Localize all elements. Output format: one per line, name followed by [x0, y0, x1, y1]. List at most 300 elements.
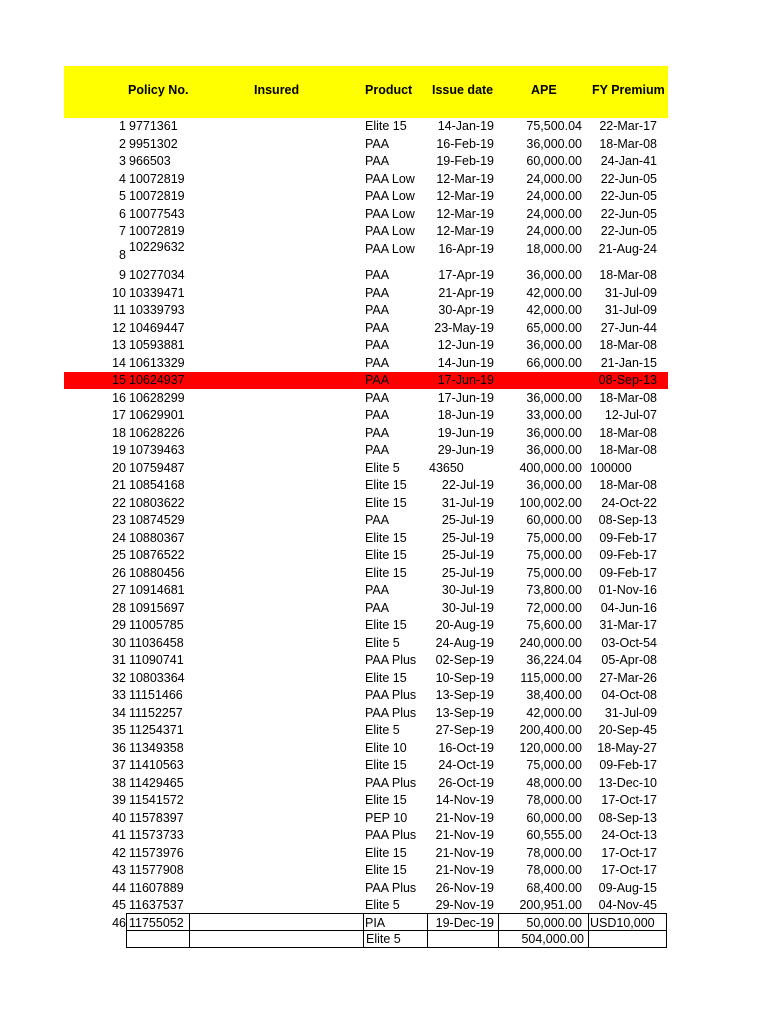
cell-ape[interactable]: 68,400.00 — [526, 880, 582, 895]
cell-fy-premium[interactable]: 31-Jul-09 — [604, 285, 657, 300]
cell-policy-no[interactable]: 10072819 — [129, 224, 185, 238]
cell-issue-date[interactable]: 19-Jun-19 — [437, 425, 494, 440]
cell-product[interactable]: Elite 15 — [365, 793, 407, 807]
cell-ape[interactable]: 75,000.00 — [526, 548, 582, 562]
cell-ape[interactable]: 73,800.00 — [526, 583, 582, 597]
cell-issue-date[interactable]: 17-Apr-19 — [438, 268, 494, 282]
cell-policy-no[interactable]: 10854168 — [129, 478, 185, 492]
cell-issue-date[interactable]: 24-Aug-19 — [435, 635, 494, 650]
cell-fy-premium[interactable]: 09-Aug-15 — [598, 880, 657, 895]
cell-product[interactable]: PAA — [365, 513, 390, 527]
cell-product[interactable]: Elite 5 — [365, 460, 400, 475]
cell-ape[interactable]: 36,000.00 — [526, 390, 582, 405]
cell-ape[interactable]: 36,000.00 — [526, 425, 582, 440]
cell-product[interactable]: PAA — [365, 600, 390, 615]
table-row — [0, 477, 768, 494]
table-row — [0, 547, 768, 564]
cell-product[interactable]: PAA — [365, 355, 390, 370]
cell-issue-date[interactable]: 14-Jun-19 — [437, 355, 494, 370]
cell-ape[interactable]: 200,951.00 — [519, 898, 582, 912]
cell-product[interactable]: Elite 15 — [365, 530, 407, 545]
cell-issue-date[interactable]: 30-Apr-19 — [438, 303, 494, 317]
row-number[interactable]: 39 — [112, 793, 126, 807]
row-number[interactable]: 38 — [112, 775, 126, 790]
cell-product[interactable]: Elite 5 — [365, 635, 400, 650]
cell-fy-premium[interactable]: 09-Feb-17 — [599, 530, 657, 545]
cell-policy-no[interactable]: 11577908 — [129, 863, 184, 877]
cell-issue-date[interactable]: 29-Nov-19 — [435, 898, 494, 912]
cell-fy-premium[interactable]: 18-Mar-08 — [599, 136, 657, 151]
footer-product[interactable]: Elite 5 — [366, 932, 401, 946]
cell-ape[interactable]: 60,000.00 — [526, 513, 582, 527]
cell-ape[interactable]: 75,000.00 — [526, 758, 582, 772]
row-number[interactable]: 44 — [112, 880, 126, 895]
row-number[interactable]: 12 — [112, 320, 126, 335]
row-number[interactable]: 20 — [112, 460, 126, 475]
cell-policy-no[interactable]: 10624937 — [129, 373, 185, 387]
cell-policy-no[interactable]: 11755052 — [129, 915, 184, 930]
cell-ape[interactable]: 66,000.00 — [526, 355, 582, 370]
row-number[interactable]: 23 — [112, 513, 126, 527]
row-number[interactable]: 24 — [112, 530, 126, 545]
cell-fy-premium[interactable]: 04-Jun-16 — [600, 600, 657, 615]
cell-fy-premium[interactable]: 08-Sep-13 — [598, 810, 657, 825]
header-insured[interactable]: Insured — [254, 83, 300, 97]
table-row — [0, 285, 768, 302]
cell-issue-date[interactable]: 19-Dec-19 — [435, 915, 494, 930]
cell-policy-no[interactable]: 11152257 — [129, 705, 183, 720]
cell-ape[interactable]: 75,600.00 — [526, 618, 582, 632]
cell-ape[interactable]: 240,000.00 — [519, 635, 582, 650]
cell-issue-date[interactable]: 16-Apr-19 — [438, 241, 494, 256]
cell-fy-premium[interactable]: 04-Oct-08 — [601, 688, 657, 702]
cell-issue-date[interactable]: 21-Nov-19 — [435, 828, 494, 842]
cell-fy-premium[interactable]: 24-Jan-41 — [600, 154, 657, 168]
row-number[interactable]: 16 — [112, 390, 126, 405]
cell-ape[interactable]: 42,000.00 — [526, 285, 582, 300]
cell-ape[interactable]: 75,000.00 — [526, 565, 582, 580]
cell-product[interactable]: PAA — [365, 373, 390, 387]
cell-policy-no[interactable]: 11637537 — [129, 898, 184, 912]
cell-issue-date[interactable]: 14-Jan-19 — [437, 119, 494, 133]
cell-ape[interactable]: 24,000.00 — [526, 189, 582, 203]
cell-issue-date[interactable]: 21-Apr-19 — [438, 285, 494, 300]
cell-product[interactable]: PAA Plus — [365, 880, 417, 895]
cell-policy-no[interactable]: 10880456 — [129, 565, 185, 580]
cell-issue-date[interactable]: 12-Mar-19 — [436, 224, 494, 238]
cell-ape[interactable]: 36,000.00 — [526, 136, 582, 151]
cell-ape[interactable]: 24,000.00 — [526, 206, 582, 221]
row-number[interactable]: 41 — [112, 828, 126, 842]
cell-product[interactable]: Elite 10 — [365, 740, 407, 755]
row-number[interactable]: 27 — [112, 583, 126, 597]
row-number[interactable]: 45 — [112, 898, 126, 912]
cell-issue-date[interactable]: 25-Jul-19 — [441, 565, 494, 580]
row-number[interactable]: 13 — [112, 338, 126, 352]
cell-ape[interactable]: 115,000.00 — [520, 670, 582, 685]
cell-policy-no[interactable]: 10072819 — [129, 171, 185, 186]
cell-issue-date[interactable]: 12-Mar-19 — [436, 189, 494, 203]
cell-product[interactable]: Elite 15 — [365, 845, 407, 860]
row-number[interactable]: 43 — [112, 863, 126, 877]
cell-fy-premium[interactable]: 18-Mar-08 — [599, 338, 657, 352]
cell-ape[interactable]: 78,000.00 — [526, 845, 582, 860]
cell-fy-premium[interactable]: 18-Mar-08 — [599, 443, 657, 457]
cell-policy-no[interactable]: 10339793 — [129, 303, 185, 317]
row-number[interactable]: 42 — [112, 845, 126, 860]
cell-product[interactable]: PAA — [365, 303, 390, 317]
cell-issue-date[interactable]: 16-Feb-19 — [436, 136, 494, 151]
row-number[interactable]: 33 — [112, 688, 126, 702]
cell-fy-premium[interactable]: 18-May-27 — [597, 740, 657, 755]
cell-product[interactable]: Elite 15 — [365, 670, 407, 685]
cell-fy-premium[interactable]: 17-Oct-17 — [601, 863, 657, 877]
cell-policy-no[interactable]: 10072819 — [129, 189, 185, 203]
cell-fy-premium[interactable]: 31-Jul-09 — [604, 705, 657, 720]
cell-fy-premium[interactable]: 21-Jan-15 — [600, 355, 657, 370]
cell-policy-no[interactable]: 10077543 — [129, 206, 185, 221]
header-policy-no[interactable]: Policy No. — [128, 83, 189, 97]
cell-policy-no[interactable]: 10739463 — [129, 443, 185, 457]
cell-fy-premium[interactable]: 20-Sep-45 — [598, 723, 657, 737]
cell-policy-no[interactable]: 11573733 — [129, 828, 184, 842]
cell-issue-date[interactable]: 12-Mar-19 — [436, 171, 494, 186]
cell-fy-premium[interactable]: 18-Mar-08 — [599, 268, 657, 282]
header-product[interactable]: Product — [365, 83, 413, 97]
cell-product[interactable]: PAA — [365, 136, 390, 151]
cell-fy-premium[interactable]: 08-Sep-13 — [598, 373, 657, 387]
cell-issue-date[interactable]: 17-Jun-19 — [437, 373, 494, 387]
header-issue-date[interactable]: Issue date — [432, 83, 494, 97]
cell-fy-premium[interactable]: 18-Mar-08 — [599, 478, 657, 492]
cell-fy-premium[interactable]: 24-Oct-22 — [601, 495, 657, 510]
row-number[interactable]: 18 — [112, 425, 126, 440]
cell-product[interactable]: PAA — [365, 268, 390, 282]
cell-fy-premium[interactable]: 22-Jun-05 — [600, 189, 657, 203]
table-row — [0, 670, 768, 687]
row-number[interactable]: 5 — [119, 189, 126, 203]
row-number[interactable]: 2 — [119, 136, 126, 151]
cell-issue-date[interactable]: 43650 — [429, 460, 464, 475]
row-number[interactable]: 46 — [112, 915, 126, 930]
cell-border — [363, 913, 428, 931]
cell-product[interactable]: Elite 15 — [365, 758, 407, 772]
cell-policy-no[interactable]: 11573976 — [129, 845, 184, 860]
cell-product[interactable]: PAA Low — [365, 206, 415, 221]
cell-policy-no[interactable]: 11410563 — [129, 758, 184, 772]
cell-border — [126, 930, 190, 948]
row-number[interactable]: 9 — [119, 268, 126, 282]
table-row — [0, 845, 768, 862]
cell-fy-premium[interactable]: 18-Mar-08 — [599, 425, 657, 440]
cell-policy-no[interactable]: 10613329 — [129, 355, 185, 370]
row-number[interactable]: 32 — [112, 670, 126, 685]
cell-ape[interactable]: 50,000.00 — [526, 915, 582, 930]
cell-product[interactable]: Elite 15 — [365, 478, 407, 492]
cell-policy-no[interactable]: 11578397 — [129, 810, 184, 825]
row-number[interactable]: 3 — [119, 154, 126, 168]
cell-issue-date[interactable]: 25-Jul-19 — [441, 548, 494, 562]
cell-ape[interactable]: 78,000.00 — [526, 863, 582, 877]
cell-ape[interactable]: 65,000.00 — [526, 320, 582, 335]
cell-ape[interactable]: 33,000.00 — [526, 408, 582, 422]
row-number[interactable]: 15 — [112, 373, 126, 387]
row-number[interactable]: 36 — [112, 740, 126, 755]
cell-fy-premium[interactable]: 17-Oct-17 — [601, 793, 657, 807]
row-number[interactable]: 29 — [112, 618, 126, 632]
cell-policy-no[interactable]: 10593881 — [129, 338, 185, 352]
cell-policy-no[interactable]: 11254371 — [129, 723, 184, 737]
cell-issue-date[interactable]: 29-Jun-19 — [437, 443, 494, 457]
cell-fy-premium[interactable]: 09-Feb-17 — [599, 565, 657, 580]
cell-fy-premium[interactable]: 22-Jun-05 — [600, 206, 657, 221]
cell-fy-premium[interactable]: 03-Oct-54 — [601, 635, 657, 650]
table-row — [0, 810, 768, 827]
cell-ape[interactable]: 60,000.00 — [526, 810, 582, 825]
cell-border — [588, 913, 667, 931]
cell-fy-premium[interactable]: 04-Nov-45 — [598, 898, 657, 912]
row-number[interactable]: 28 — [112, 600, 126, 615]
cell-policy-no[interactable]: 10880367 — [129, 530, 185, 545]
cell-product[interactable]: PAA Low — [365, 224, 415, 238]
cell-issue-date[interactable]: 22-Jul-19 — [441, 478, 494, 492]
cell-fy-premium[interactable]: 08-Sep-13 — [598, 513, 657, 527]
cell-issue-date[interactable]: 12-Mar-19 — [436, 206, 494, 221]
cell-product[interactable]: PEP 10 — [365, 810, 408, 825]
cell-fy-premium[interactable]: 27-Mar-26 — [599, 670, 657, 685]
cell-product[interactable]: PAA Plus — [365, 775, 417, 790]
cell-product[interactable]: Elite 5 — [365, 723, 400, 737]
cell-issue-date[interactable]: 16-Oct-19 — [438, 740, 494, 755]
cell-policy-no[interactable]: 11429465 — [129, 775, 184, 790]
cell-fy-premium[interactable]: 09-Feb-17 — [599, 758, 657, 772]
cell-product[interactable]: PAA — [365, 390, 390, 405]
cell-ape[interactable]: 48,000.00 — [526, 775, 582, 790]
cell-fy-premium[interactable]: USD10,000 — [590, 915, 655, 930]
cell-policy-no[interactable]: 11151466 — [129, 688, 183, 702]
cell-issue-date[interactable]: 02-Sep-19 — [435, 653, 494, 667]
cell-issue-date[interactable]: 13-Sep-19 — [435, 688, 494, 702]
cell-issue-date[interactable]: 24-Oct-19 — [438, 758, 494, 772]
cell-product[interactable]: PAA Low — [365, 171, 415, 186]
cell-fy-premium[interactable]: 24-Oct-13 — [601, 828, 657, 842]
cell-product[interactable]: PAA Plus — [365, 653, 417, 667]
cell-policy-no[interactable]: 10803364 — [129, 670, 185, 685]
cell-policy-no[interactable]: 10628299 — [129, 390, 185, 405]
cell-issue-date[interactable]: 25-Jul-19 — [441, 513, 494, 527]
cell-issue-date[interactable]: 21-Nov-19 — [435, 845, 494, 860]
cell-policy-no[interactable]: 9771361 — [129, 119, 178, 133]
cell-issue-date[interactable]: 17-Jun-19 — [437, 390, 494, 405]
cell-fy-premium[interactable]: 22-Mar-17 — [599, 119, 657, 133]
row-number[interactable]: 4 — [119, 171, 126, 186]
cell-issue-date[interactable]: 25-Jul-19 — [441, 530, 494, 545]
cell-ape[interactable]: 36,000.00 — [526, 338, 582, 352]
cell-fy-premium[interactable]: 31-Mar-17 — [599, 618, 657, 632]
cell-issue-date[interactable]: 30-Jul-19 — [441, 583, 494, 597]
cell-policy-no[interactable]: 10339471 — [129, 285, 185, 300]
cell-issue-date[interactable]: 21-Nov-19 — [435, 863, 494, 877]
cell-product[interactable]: Elite 15 — [365, 863, 407, 877]
cell-issue-date[interactable]: 14-Nov-19 — [435, 793, 494, 807]
cell-issue-date[interactable]: 27-Sep-19 — [435, 723, 494, 737]
cell-fy-premium[interactable]: 01-Nov-16 — [598, 583, 657, 597]
cell-product[interactable]: Elite 5 — [365, 898, 400, 912]
row-number[interactable]: 37 — [112, 758, 126, 772]
cell-ape[interactable]: 60,000.00 — [526, 154, 582, 168]
table-row — [0, 687, 768, 704]
header-fy-premium[interactable]: FY Premium — [592, 83, 665, 97]
row-number[interactable]: 21 — [112, 478, 126, 492]
cell-ape[interactable]: 400,000.00 — [519, 460, 582, 475]
cell-product[interactable]: PAA — [365, 320, 390, 335]
row-number[interactable]: 26 — [112, 565, 126, 580]
cell-ape[interactable]: 36,224.04 — [526, 653, 582, 667]
cell-issue-date[interactable]: 26-Oct-19 — [438, 775, 494, 790]
row-number[interactable]: 40 — [112, 810, 126, 825]
cell-ape[interactable]: 42,000.00 — [526, 303, 582, 317]
cell-policy-no[interactable]: 11541572 — [129, 793, 184, 807]
cell-ape[interactable]: 60,555.00 — [526, 828, 582, 842]
cell-issue-date[interactable]: 20-Aug-19 — [435, 618, 494, 632]
cell-ape[interactable]: 200,400.00 — [519, 723, 582, 737]
row-number[interactable]: 6 — [119, 206, 126, 221]
cell-issue-date[interactable]: 13-Sep-19 — [435, 705, 494, 720]
cell-fy-premium[interactable]: 13-Dec-10 — [598, 775, 657, 790]
cell-ape[interactable]: 120,000.00 — [519, 740, 582, 755]
row-number[interactable]: 22 — [112, 495, 126, 510]
header-ape[interactable]: APE — [531, 83, 557, 97]
cell-issue-date[interactable]: 19-Feb-19 — [436, 154, 494, 168]
cell-product[interactable]: PAA Plus — [365, 688, 417, 702]
cell-fy-premium[interactable]: 21-Aug-24 — [598, 241, 657, 256]
cell-policy-no[interactable]: 10469447 — [129, 320, 185, 335]
cell-product[interactable]: PAA Low — [365, 189, 415, 203]
cell-ape[interactable]: 75,000.00 — [526, 530, 582, 545]
cell-product[interactable]: PAA — [365, 425, 390, 440]
cell-issue-date[interactable]: 23-May-19 — [434, 320, 494, 335]
cell-policy-no[interactable]: 10759487 — [129, 460, 185, 475]
cell-ape[interactable]: 18,000.00 — [526, 241, 582, 256]
cell-ape[interactable]: 24,000.00 — [526, 171, 582, 186]
cell-policy-no[interactable]: 11607889 — [129, 880, 184, 895]
row-number[interactable]: 11 — [113, 303, 126, 317]
cell-fy-premium[interactable]: 12-Jul-07 — [604, 408, 657, 422]
cell-fy-premium[interactable]: 31-Jul-09 — [604, 303, 657, 317]
cell-issue-date[interactable]: 30-Jul-19 — [441, 600, 494, 615]
table-row — [0, 239, 768, 262]
cell-fy-premium[interactable]: 27-Jun-44 — [600, 320, 657, 335]
cell-product[interactable]: Elite 15 — [365, 119, 407, 133]
cell-ape[interactable]: 42,000.00 — [526, 705, 582, 720]
cell-issue-date[interactable]: 18-Jun-19 — [437, 408, 494, 422]
cell-issue-date[interactable]: 26-Nov-19 — [435, 880, 494, 895]
row-number[interactable]: 31 — [112, 653, 126, 667]
cell-ape[interactable]: 100,002.00 — [519, 495, 582, 510]
cell-product[interactable]: PAA — [365, 408, 390, 422]
table-row — [0, 302, 768, 319]
cell-fy-premium[interactable]: 17-Oct-17 — [601, 845, 657, 860]
cell-ape[interactable]: 38,400.00 — [526, 688, 582, 702]
cell-product[interactable]: PAA — [365, 338, 390, 352]
cell-fy-premium[interactable]: 100000 — [590, 460, 632, 475]
cell-policy-no[interactable]: 10277034 — [129, 268, 185, 282]
table-row — [0, 355, 768, 372]
cell-product[interactable]: Elite 15 — [365, 548, 407, 562]
cell-policy-no[interactable]: 966503 — [129, 154, 171, 168]
table-row — [0, 407, 768, 424]
cell-product[interactable]: Elite 15 — [365, 565, 407, 580]
cell-issue-date[interactable]: 31-Jul-19 — [441, 495, 494, 510]
cell-product[interactable]: PAA — [365, 583, 390, 597]
cell-ape[interactable]: 36,000.00 — [526, 443, 582, 457]
cell-fy-premium[interactable]: 05-Apr-08 — [601, 653, 657, 667]
cell-policy-no[interactable]: 9951302 — [129, 136, 178, 151]
cell-product[interactable]: PAA — [365, 285, 390, 300]
cell-product[interactable]: PAA — [365, 154, 390, 168]
cell-product[interactable]: PAA — [365, 443, 390, 457]
cell-product[interactable]: PAA Plus — [365, 828, 417, 842]
table-row — [0, 792, 768, 809]
cell-policy-no[interactable]: 10229632 — [129, 239, 185, 254]
cell-issue-date[interactable]: 12-Jun-19 — [437, 338, 494, 352]
cell-product[interactable]: Elite 15 — [365, 618, 407, 632]
cell-policy-no[interactable]: 11036458 — [129, 635, 184, 650]
table-row — [0, 705, 768, 722]
cell-ape[interactable]: 24,000.00 — [526, 224, 582, 238]
cell-policy-no[interactable]: 10874529 — [129, 513, 185, 527]
row-number[interactable]: 1 — [119, 119, 126, 133]
cell-product[interactable]: PIA — [365, 915, 386, 930]
row-number[interactable]: 10 — [112, 285, 126, 300]
cell-policy-no[interactable]: 10914681 — [129, 583, 185, 597]
cell-product[interactable]: PAA Plus — [365, 705, 417, 720]
cell-ape[interactable]: 36,000.00 — [526, 268, 582, 282]
cell-product[interactable]: PAA Low — [365, 241, 415, 256]
cell-policy-no[interactable]: 11090741 — [129, 653, 184, 667]
cell-policy-no[interactable]: 10628226 — [129, 425, 185, 440]
table-row — [0, 530, 768, 547]
cell-product[interactable]: Elite 15 — [365, 495, 407, 510]
row-number[interactable]: 30 — [112, 635, 126, 650]
cell-policy-no[interactable]: 10629901 — [129, 408, 185, 422]
row-number[interactable]: 17 — [112, 408, 126, 422]
row-number[interactable]: 7 — [119, 224, 126, 238]
cell-policy-no[interactable]: 10803622 — [129, 495, 185, 510]
cell-policy-no[interactable]: 10915697 — [129, 600, 185, 615]
cell-policy-no[interactable]: 11005785 — [129, 618, 184, 632]
cell-ape[interactable]: 75,500.04 — [526, 119, 582, 133]
cell-fy-premium[interactable]: 09-Feb-17 — [599, 548, 657, 562]
cell-issue-date[interactable]: 10-Sep-19 — [435, 670, 494, 685]
cell-ape[interactable]: 72,000.00 — [526, 600, 582, 615]
cell-issue-date[interactable]: 21-Nov-19 — [435, 810, 494, 825]
cell-fy-premium[interactable]: 18-Mar-08 — [599, 390, 657, 405]
cell-policy-no[interactable]: 11349358 — [129, 740, 184, 755]
row-number[interactable]: 25 — [112, 548, 126, 562]
cell-fy-premium[interactable]: 22-Jun-05 — [600, 224, 657, 238]
cell-ape[interactable]: 78,000.00 — [526, 793, 582, 807]
cell-fy-premium[interactable]: 22-Jun-05 — [600, 171, 657, 186]
cell-ape[interactable]: 36,000.00 — [526, 478, 582, 492]
row-number[interactable]: 35 — [112, 723, 126, 737]
row-number[interactable]: 19 — [112, 443, 126, 457]
footer-ape[interactable]: 504,000.00 — [521, 932, 584, 946]
row-number[interactable]: 14 — [112, 355, 126, 370]
row-number[interactable]: 34 — [112, 705, 126, 720]
cell-policy-no[interactable]: 10876522 — [129, 548, 185, 562]
row-number[interactable]: 8 — [119, 247, 126, 262]
